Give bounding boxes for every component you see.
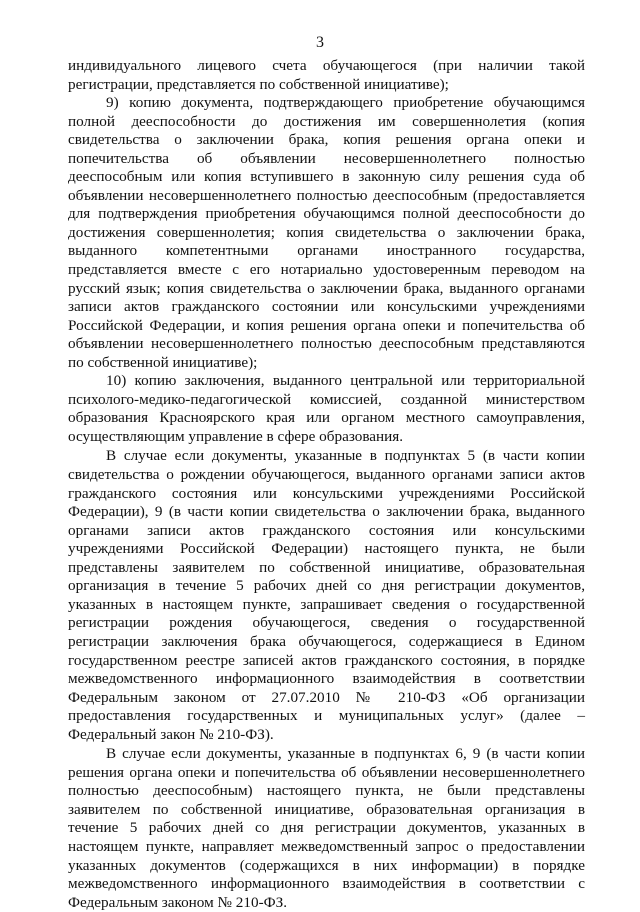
- page-number: 3: [316, 34, 324, 51]
- paragraph-item-10: 10) копию заключения, выданного центральной или территориальной психолого-медико-педагогической комиссией, созданной министерством образования Красноярского края или органом местного самоуправления, осуществляющим управление в сфере образования.: [68, 372, 585, 445]
- paragraph-guardianship-request: В случае если документы, указанные в подпунктах 6, 9 (в части копии решения органа опеки и попечительства об объявлении несовершеннолетнего полностью дееспособным) настоящего пункта, не были представлены заявителем по собственной инициативе, образовательная организация в течение 5 рабочих дней со дня регистрации документов, указанных в настоящем пункте, направляет межведомственный запрос о предоставлении указанных документов (содержащихся в них информации) в порядке межведомственного информационного взаимодействия в соответствии с Федеральным законом № 210-ФЗ.: [68, 745, 585, 911]
- document-body: [68, 57, 585, 912]
- paragraph-continuation: индивидуального лицевого счета обучающегося (при наличии такой регистрации, представляется по собственной инициативе);: [68, 57, 585, 93]
- paragraph-item-9: 9) копию документа, подтверждающего приобретение обучающимся полной дееспособности до достижения им совершеннолетия (копия свидетельства о заключении брака, копия решения органа опеки и попечительства об объявлении несовершеннолетнего полностью дееспособным или копия вступившего в законную силу решения суда об объявлении несовершеннолетнего полностью дееспособным (предоставляется для подтверждения приобретения обучающимся полной дееспособности до достижения совершеннолетия; копия свидетельства о заключении брака, выданного компетентными органами иностранного государства, представляется вместе с его нотариально удостоверенным переводом на русский язык; копия свидетельства о заключении брака, выданного органами записи актов гражданского состоянии или консульскими учреждениями Российской Федерации, и копия решения органа опеки и попечительства об объявлении несовершеннолетнего полностью дееспособным представляются по собственной инициативе);: [68, 94, 585, 371]
- paragraph-civil-registry-request: В случае если документы, указанные в подпунктах 5 (в части копии свидетельства о рождении обучающегося, выданного органами записи актов гражданского состояния или консульскими учреждениями Российской Федерации), 9 (в части копии свидетельства о заключении брака, выданного органами записи актов гражданского состояния или консульскими учреждениями Российской Федерации) настоящего пункта, не были представлены заявителем по собственной инициативе, образовательная организация в течение 5 рабочих дней со дня регистрации документов, указанных в настоящем пункте, запрашивает сведения о государственной регистрации рождения обучающегося, сведения о государственной регистрации заключения брака обучающегося, содержащиеся в Едином государственном реестре записей актов гражданского состояния, в порядке межведомственного информационного взаимодействия в соответствии Федеральным законом от 27.07.2010 № 210-ФЗ «Об организации предоставления государственных и муниципальных услуг» (далее – Федеральный закон № 210-ФЗ).: [68, 447, 585, 743]
